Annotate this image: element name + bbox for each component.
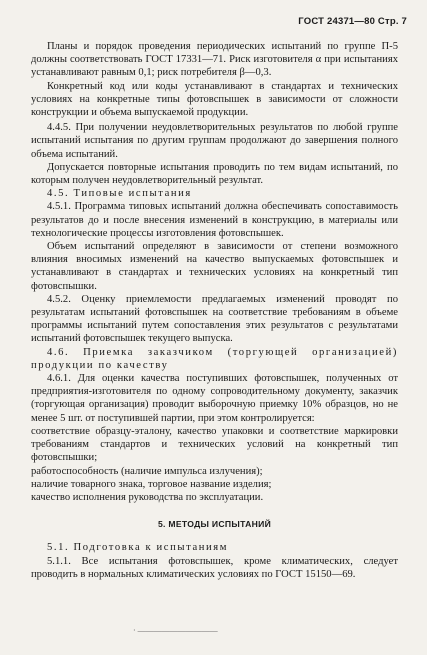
- paragraph: 4.5.1. Программа типовых испытаний должна обеспечивать сопоставимость результатов до и после внесения изменений в конструкцию, в материалы или технологические процессы изготовления фотовспышек.: [31, 201, 398, 239]
- paragraph: работоспособность (наличие импульса излучения);: [31, 465, 263, 477]
- page-header: ГОСТ 24371—80 Стр. 7: [298, 16, 407, 27]
- paragraphs-block-2: [31, 541, 398, 581]
- paragraph: наличие товарного знака, торговое название изделия;: [31, 478, 272, 490]
- paragraph: Объем испытаний определяют в зависимости от степени возможного влияния вносимых изменений на качество выпускаемых фотовспышек и устанавливают в стандартах и технических условиях на конкретный тип фотовспышки.: [31, 241, 398, 292]
- paragraph: 4.6. Приемка заказчиком (торгующей организацией) продукции по качеству: [31, 346, 398, 371]
- paragraph: 4.6.1. Для оценки качества поступивших фотовспышек, полученных от предприятия-изготовителя по одному сопроводительному документу, заказчик (торгующая организация) проводит выборочную приемку 10% образцов, но не менее 5 шт. от поступившей партии, при этом контролируется:: [31, 373, 398, 424]
- paragraph: Конкретный код или коды устанавливают в стандартах и технических условиях на конкретные типы фотовспышек в зависимости от сложности конструкции и объема выпускаемой продукции.: [31, 80, 398, 119]
- section-title: 5. МЕТОДЫ ИСПЫТАНИЙ: [157, 519, 272, 530]
- paragraph: Планы и порядок проведения периодических испытаний по группе П-5 должны соответствовать ГОСТ 17331—71. Риск изготовителя α при испытаниях устанавливают равным 0,1; риск потребителя β—0,3.: [31, 41, 398, 79]
- paragraph: 4.5. Типовые испытания: [47, 188, 192, 200]
- paragraph: 5.1. Подготовка к испытаниям: [47, 542, 229, 554]
- paragraphs-block: [31, 40, 398, 504]
- paragraph: 5.1.1. Все испытания фотовспышек, кроме климатических, следует проводить в нормальных климатических условиях по ГОСТ 15150—69.: [31, 555, 398, 580]
- footer-mark: · ——————————: [133, 626, 218, 635]
- paragraph: Допускается повторные испытания проводить по тем видам испытаний, по которым получен неудовлетворительный результат.: [31, 161, 398, 187]
- paragraph: соответствие образцу-эталону, качество упаковки и соответствие маркировки требованиям стандартов и технических условий на конкретный тип фотовспышки;: [31, 425, 398, 464]
- paragraph: качество исполнения руководства по эксплуатации.: [31, 491, 264, 503]
- document-body: [31, 40, 398, 581]
- paragraph: 4.5.2. Оценку приемлемости предлагаемых изменений проводят по результатам испытаний фотовспышек на соответствие требованиям в объеме программы испытаний путем сопоставления этих результатов с результатами испытаний фотовспышек текущего выпуска.: [31, 293, 398, 345]
- paragraph: 4.4.5. При получении неудовлетворительных результатов по любой группе испытаний испытания по другим группам продолжают до завершения полного объема испытаний.: [31, 122, 398, 160]
